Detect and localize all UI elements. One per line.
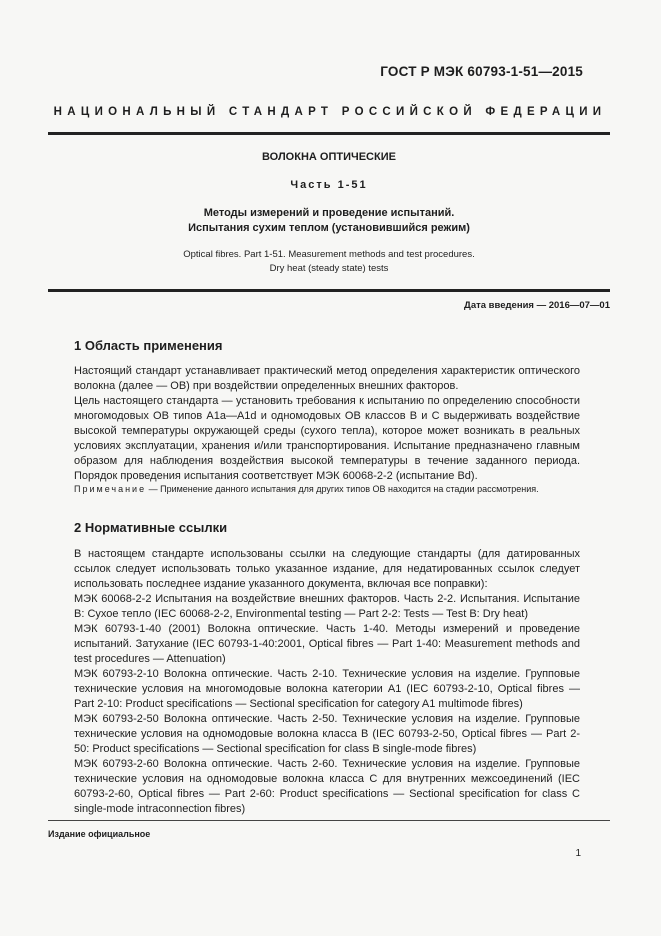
footer-divider <box>48 820 610 821</box>
section-2-heading: 2 Нормативные ссылки <box>74 520 228 535</box>
part-number: Часть 1-51 <box>290 179 368 191</box>
section-1-body <box>74 364 580 484</box>
note-text: — Применение данного испытания для других типов ОВ находится на стадии рассмотрения. <box>146 484 539 494</box>
reference-item: МЭК 60793-2-50 Волокна оптические. Часть 2-50. Технические условия на изделие. Групповые технические условия на одномодовые волокна класса В (IEC 60793-2-50, Optical fibres — Part 2-50: Product specifications — Sectional specification for class B single-mode fibres) <box>74 713 580 755</box>
section-2-body <box>74 547 580 817</box>
standard-title: ВОЛОКНА ОПТИЧЕСКИЕ <box>262 151 396 163</box>
document-code: ГОСТ Р МЭК 60793-1-51—2015 <box>380 64 583 79</box>
english-title <box>48 248 610 276</box>
note-label: Примечание <box>74 484 147 494</box>
section-1-paragraph-1: Настоящий стандарт устанавливает практический метод определения характеристик оптического волокна (далее — ОВ) при воздействии определенных внешних факторов. <box>74 365 580 392</box>
section-1-heading: 1 Область применения <box>74 338 223 353</box>
national-standard-banner: НАЦИОНАЛЬНЫЙ СТАНДАРТ РОССИЙСКОЙ ФЕДЕРАЦИИ <box>53 106 607 118</box>
reference-item: МЭК 60793-1-40 (2001) Волокна оптические. Часть 1-40. Методы измерений и проведение испытаний. Затухание (IEC 60793-1-40:2001, Optical fibres — Part 1-40: Measurement methods and test procedures — Attenuation) <box>74 623 580 665</box>
section-2-intro: В настоящем стандарте использованы ссылки на следующие стандарты (для датированных ссылок следует использовать только указанное издание, для недатированных ссылок следует использовать последнее издание указанного документа, включая все поправки): <box>74 548 580 590</box>
english-title-line-1: Optical fibres. Part 1-51. Measurement methods and test procedures. <box>183 249 475 260</box>
reference-item: МЭК 60793-2-10 Волокна оптические. Часть 2-10. Технические условия на изделие. Групповые технические условия на многомодовые волокна категории А1 (IEC 60793-2-10, Optical fibres — Part 2-10: Product specifications — Sectional specification for category A1 multimode fibres) <box>74 668 580 710</box>
page-number: 1 <box>575 848 581 859</box>
subtitle-line-2: Испытания сухим теплом (установившийся режим) <box>188 222 470 234</box>
subtitle <box>48 206 610 236</box>
title-divider <box>48 289 610 292</box>
section-1-paragraph-2: Цель настоящего стандарта — установить требования к испытанию по определению способности многомодовых ОВ типов А1а—А1d и одномодовых ОВ классов В и С выдерживать воздействие высокой температуры окружающей среды (сухого тепла), которое может возникать в реальных условиях эксплуатации, хранения и/или транспортирования. Испытание предназначено главным образом для наблюдения воздействия высокой температуры в течение заданного периода. Порядок проведения испытания соответствует МЭК 60068-2-2 (испытание Bd). <box>74 395 580 482</box>
official-edition-label: Издание официальное <box>48 829 151 839</box>
subtitle-line-1: Методы измерений и проведение испытаний. <box>203 207 455 219</box>
english-title-line-2: Dry heat (steady state) tests <box>269 263 389 274</box>
reference-item: МЭК 60068-2-2 Испытания на воздействие внешних факторов. Часть 2-2. Испытания. Испытание В: Сухое тепло (IEC 60068-2-2, Environmental testing — Part 2-2: Tests — Test B: Dry heat) <box>74 593 580 620</box>
introduction-date: Дата введения — 2016—07—01 <box>464 300 610 311</box>
header-divider <box>48 132 610 135</box>
section-1-note <box>74 483 580 496</box>
reference-item: МЭК 60793-2-60 Волокна оптические. Часть 2-60. Технические условия на изделие. Групповые технические условия на одномодовые волокна класса С для внутренних межсоединений (IEC 60793-2-60, Optical fibres — Part 2-60: Product specifications — Sectional specification for class C single-mode intraconnection fibres) <box>74 758 580 815</box>
